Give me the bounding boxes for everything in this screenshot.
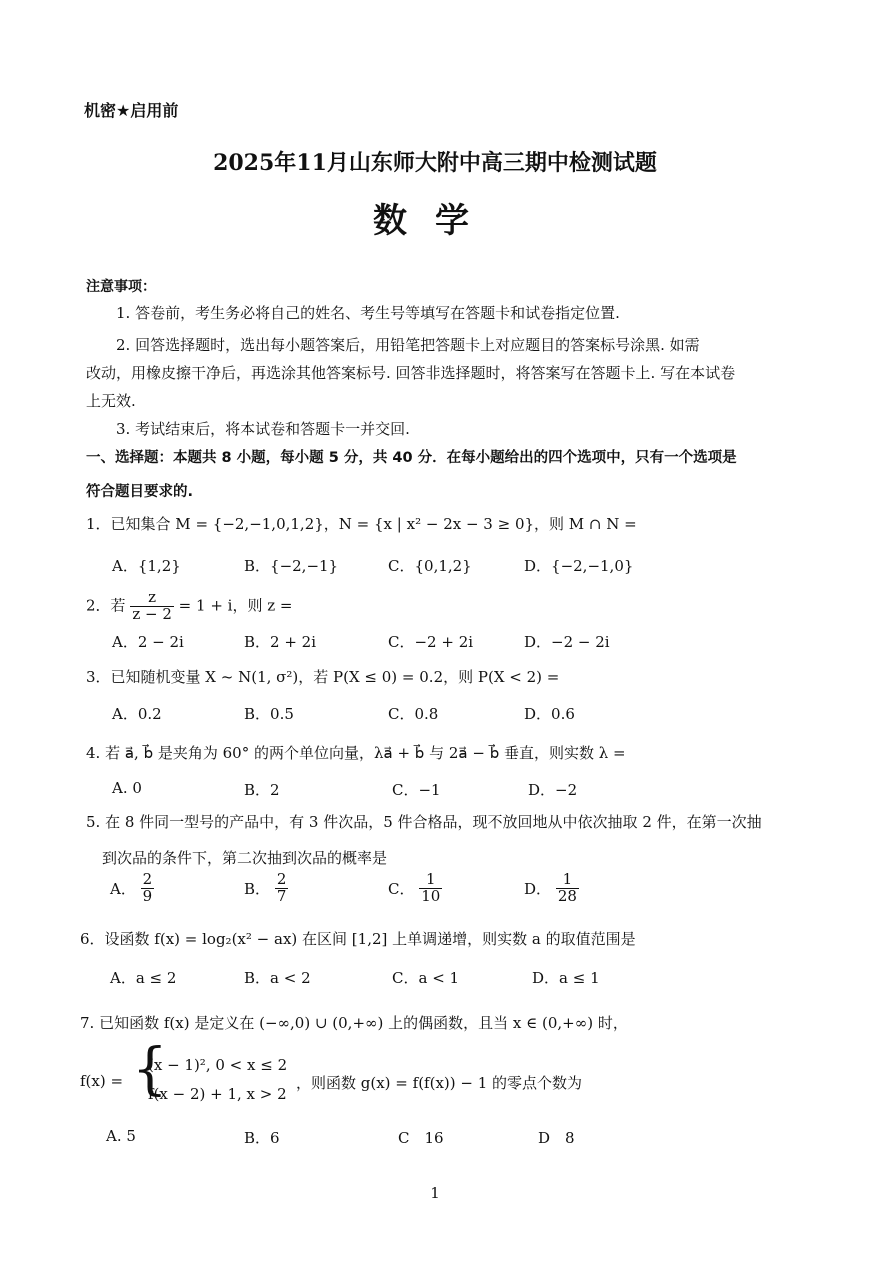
notice-item-3: 3. 考试结束后，将本试卷和答题卡一并交回. (116, 420, 410, 438)
question-5-line-1: 5. 在 8 件同一型号的产品中，有 3 件次品，5 件合格品，现不放回地从中依次抽取 2 件，在第一次抽 (86, 813, 762, 831)
question-7-case-2: f(x − 2) + 1, x > 2 (148, 1085, 287, 1103)
question-3-option-c: C．0.8 (388, 705, 439, 723)
question-5-option-a-numerator: 2 (142, 870, 153, 888)
question-2-numerator: z (130, 590, 174, 607)
question-2-option-a: A．2 − 2i (112, 633, 184, 651)
question-3-option-a: A．0.2 (112, 705, 162, 723)
question-1-stem: 1．已知集合 M = {−2,−1,0,1,2}，N = {x | x² − 2x − 3 ≥ 0}，则 M ∩ N = (86, 515, 637, 533)
question-2-denominator: z − 2 (132, 604, 172, 623)
subject-title: 数学 (373, 201, 497, 241)
question-5-option-d (524, 872, 579, 905)
question-7-brace: { (132, 1037, 168, 1102)
notice-item-2-line-3: 上无效. (86, 392, 136, 410)
question-4-option-b: B．2 (244, 781, 280, 799)
confidential-label: 机密★启用前 (84, 101, 179, 120)
question-7-line-1: 7. 已知函数 f(x) 是定义在 (−∞,0) ∪ (0,+∞) 上的偶函数，且当 x ∈ (0,+∞) 时， (80, 1014, 628, 1032)
question-6-option-b: B．a < 2 (244, 969, 311, 987)
question-7-fx-label: f(x) = (80, 1072, 124, 1090)
question-5-option-b-denominator: 7 (276, 886, 287, 905)
question-5-line-2: 到次品的条件下，第二次抽到次品的概率是 (102, 849, 388, 867)
question-5-option-a-fraction (141, 872, 155, 905)
question-6-stem: 6．设函数 f(x) = log₂(x² − ax) 在区间 [1,2] 上单调递增，则实数 a 的取值范围是 (80, 930, 636, 948)
question-7-option-a: A. 5 (106, 1127, 136, 1145)
question-5-option-b-numerator: 2 (276, 870, 287, 888)
question-7-case-1: (x − 1)², 0 < x ≤ 2 (148, 1056, 288, 1074)
notice-heading: 注意事项： (86, 279, 156, 295)
exam-title: 2025年11月山东师大附中高三期中检测试题 (213, 150, 657, 176)
question-7-option-d: D 8 (538, 1129, 575, 1147)
question-5-option-d-fraction (556, 872, 579, 905)
section-heading-line-2: 符合题目要求的. (86, 484, 194, 500)
question-5-option-d-denominator: 28 (557, 886, 577, 905)
question-5-option-c-label: C． (388, 879, 415, 898)
question-1-option-c: C．{0,1,2} (388, 557, 472, 575)
question-5-option-c-denominator: 10 (421, 886, 441, 905)
question-2-stem (86, 590, 292, 623)
question-2-fraction (130, 590, 174, 623)
question-5-option-d-label: D． (524, 879, 552, 898)
question-3-option-b: B．0.5 (244, 705, 294, 723)
question-1-option-d: D．{−2,−1,0} (524, 557, 634, 575)
question-7-option-b: B．6 (244, 1129, 280, 1147)
question-5-option-a (110, 872, 154, 905)
question-2-option-b: B．2 + 2i (244, 633, 317, 651)
question-2-option-d: D．−2 − 2i (524, 633, 610, 651)
section-heading-line-1: 一、选择题：本题共 8 小题，每小题 5 分，共 40 分．在每小题给出的四个选项中，只有一个选项是 (86, 450, 737, 466)
question-5-option-c-fraction (419, 872, 442, 905)
question-4-option-c: C．−1 (392, 781, 441, 799)
question-2-prefix: 2．若 (86, 596, 126, 615)
question-1-option-a: A．{1,2} (112, 557, 181, 575)
question-2-option-c: C．−2 + 2i (388, 633, 474, 651)
notice-item-1: 1. 答卷前，考生务必将自己的姓名、考生号等填写在答题卡和试卷指定位置. (116, 304, 620, 322)
question-5-option-c-numerator: 1 (419, 872, 442, 889)
question-3-option-d: D．0.6 (524, 705, 575, 723)
question-4-option-a: A. 0 (112, 779, 142, 797)
notice-item-2-line-2: 改动，用橡皮擦干净后，再选涂其他答案标号. 回答非选择题时，将答案写在答题卡上. 写在本试卷 (86, 364, 736, 382)
question-3-stem: 3．已知随机变量 X ~ N(1, σ²)，若 P(X ≤ 0) = 0.2，则 P(X < 2) = (86, 668, 560, 686)
question-6-option-c: C．a < 1 (392, 969, 460, 987)
question-4-stem: 4. 若 a⃗, b⃗ 是夹角为 60° 的两个单位向量，λa⃗ + b⃗ 与 2a⃗ − b⃗ 垂直，则实数 λ = (86, 744, 626, 762)
question-5-option-b (244, 872, 288, 905)
question-5-option-a-denominator: 9 (142, 886, 153, 905)
question-6-option-a: A．a ≤ 2 (110, 969, 177, 987)
notice-item-2-line-1: 2. 回答选择题时，选出每小题答案后，用铅笔把答题卡上对应题目的答案标号涂黑. 如需 (116, 336, 700, 354)
question-5-option-b-fraction (275, 872, 289, 905)
question-7-option-c: C 16 (398, 1129, 444, 1147)
question-5-option-d-numerator: 1 (556, 872, 579, 889)
page-number: 1 (430, 1184, 440, 1202)
question-4-option-d: D．−2 (528, 781, 578, 799)
question-5-option-b-label: B． (244, 879, 271, 898)
question-2-suffix: = 1 + i，则 z = (178, 596, 293, 615)
question-5-option-c (388, 872, 442, 905)
question-5-option-a-label: A． (110, 879, 136, 898)
question-7-tail: ，则函数 g(x) = f(f(x)) − 1 的零点个数为 (296, 1074, 583, 1092)
question-1-option-b: B．{−2,−1} (244, 557, 339, 575)
question-6-option-d: D．a ≤ 1 (532, 969, 600, 987)
